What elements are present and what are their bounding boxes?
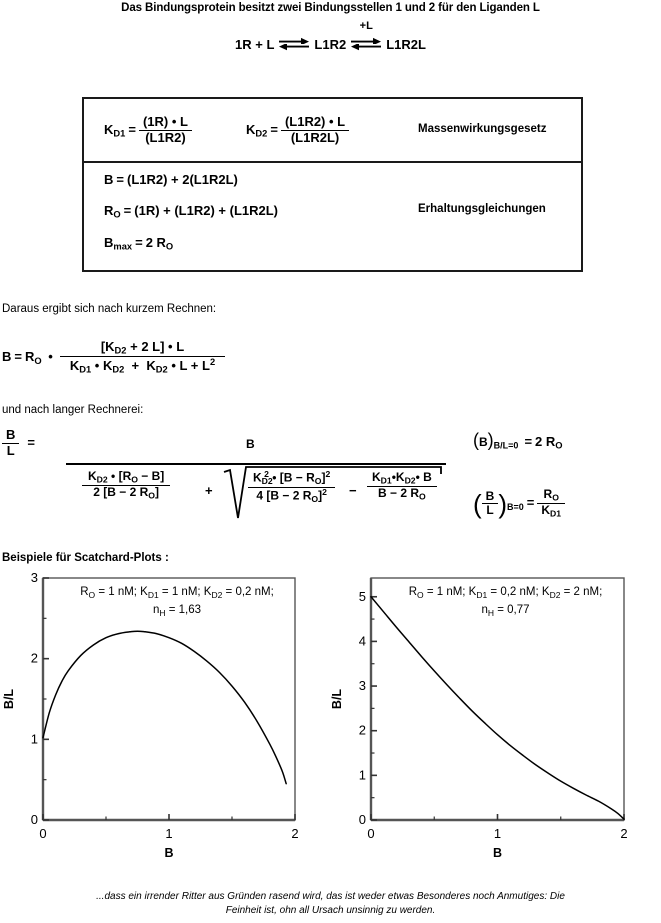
- kd2-lhs: $K_{D2}$: [246, 121, 268, 139]
- arrow-label: +L: [359, 20, 373, 32]
- sqrt-term1-denominator: 4 [B − 2 $R_O]^2$: [248, 487, 335, 505]
- sqrt-term-1: [248, 470, 335, 505]
- long-derivation-intro: und nach langer Rechnerei:: [2, 404, 144, 416]
- long-formula-big-numerator: B: [246, 437, 255, 451]
- data-curve: [371, 597, 624, 819]
- page-title: Das Bindungsprotein besitzt zwei Bindungsstellen 1 und 2 für den Liganden L: [121, 2, 540, 14]
- reaction-scheme: [0, 20, 661, 52]
- short-formula-denominator: $K_{D1}$ • $K_{D2} + K_{D2}$ • $L + L^2$: [60, 356, 225, 375]
- sqrt-term-2: [367, 471, 437, 503]
- data-curve: [43, 631, 286, 783]
- term1-denominator: 2 [B − 2 $R_O$]: [82, 485, 170, 501]
- sqrt-term1-numerator: $K_{D2}^2$ • $[B - R_O]^2$: [253, 469, 331, 487]
- equilibrium-arrow-1: [279, 36, 309, 52]
- limit-expression-2: ( $\frac{B}{L}$ )$_{B=0}$ = $\frac{R_O}{K_{D1}}$: [473, 488, 565, 520]
- y-tick-label: 1: [358, 767, 366, 783]
- chart-scatchard-right: [331, 572, 661, 887]
- y-tick-label: 0: [30, 812, 38, 827]
- x-axis-label: B: [492, 846, 503, 860]
- y-tick-label: 3: [30, 572, 38, 585]
- long-formula-plus: +: [205, 483, 213, 498]
- mass-action-row: [84, 99, 581, 163]
- sqrt-term2-denominator: B − 2 $R_O$: [367, 486, 437, 502]
- x-tick-label: 0: [367, 826, 375, 841]
- x-tick-label: 1: [165, 826, 173, 841]
- limit-expression-1: $(B)_{B/L=0} = 2$ $R_O$: [473, 430, 563, 451]
- kd1-lhs: $K_{D1}$: [104, 121, 126, 139]
- equation-kd2: $K_{D2}$ = $\frac{(L1R2) • L}{(L1R2L)}$: [246, 115, 349, 146]
- kd1-numerator: (1R) • L: [142, 114, 188, 129]
- short-derivation-formula: $B = R_O$ • $\frac{[K_{D2} + 2 L] • L}{K_{D1} • K_{D2} + K_{D2} • L + L^2}$: [2, 340, 225, 376]
- conservation-label: Erhaltungsgleichungen: [418, 203, 546, 215]
- x-tick-label: 2: [291, 826, 299, 841]
- long-lhs-num: B: [6, 427, 16, 442]
- mass-action-label: Massenwirkungsgesetz: [418, 123, 547, 135]
- y-tick-label: 4: [358, 633, 366, 649]
- reaction-species-1: 1R + L: [235, 36, 275, 52]
- chart-scatchard-left: [0, 572, 330, 887]
- equation-bmax: $B_{max} = 2$ $R_O$: [104, 235, 174, 252]
- long-formula-term1: [82, 470, 170, 502]
- examples-heading: Beispiele für Scatchard-Plots :: [2, 552, 169, 564]
- chart-title-line-1: $R_O = 1$ nM; $K_{D1} = 1$ nM; $K_{D2} = 0,2$ nM;: [80, 586, 274, 600]
- long-lhs-den: L: [2, 443, 19, 459]
- y-tick-label: 2: [30, 650, 38, 666]
- equation-kd1: $K_{D1}$ = $\frac{(1R) • L}{(L1R2)}$: [104, 115, 192, 146]
- x-tick-label: 0: [39, 826, 47, 841]
- footer-line-2: Feinheit ist, ohn all Ursach unsinnig zu werden.: [225, 904, 436, 916]
- y-tick-label: 5: [358, 588, 366, 604]
- kd2-denominator: (L1R2L): [281, 130, 349, 146]
- y-axis-label: B/L: [331, 688, 344, 710]
- chart-title-line-1: $R_O = 1$ nM; $K_{D1} = 0,2$ nM; $K_{D2} = 2$ nM;: [408, 586, 603, 600]
- equilibrium-arrow-2: [351, 20, 381, 52]
- sqrt-term2-numerator: $K_{D1}•K_{D2}•$ B: [372, 470, 432, 486]
- equation-box: [82, 97, 583, 272]
- conservation-row: [84, 163, 581, 270]
- term1-numerator: $K_{D2}$ • $[R_O - B]$: [88, 469, 165, 485]
- short-formula-numerator: [$K_{D2} + 2$ L] • L: [100, 339, 185, 356]
- chart-title-line-2: $n_H = 1,63$: [152, 604, 202, 618]
- y-axis-label: B/L: [2, 688, 16, 710]
- sqrt-minus: −: [349, 483, 357, 498]
- kd2-numerator: (L1R2) • L: [284, 114, 346, 129]
- y-tick-label: 3: [358, 678, 366, 694]
- footer-line-1: ...dass ein irrender Ritter aus Gründen rasend wird, das ist weder etwas Besonderes noch Anmutiges: Die: [96, 891, 565, 902]
- long-formula-lhs: $\frac{B}{L}$ =: [2, 428, 38, 459]
- reaction-species-3: L1R2L: [386, 36, 426, 52]
- kd1-denominator: (L1R2): [139, 130, 192, 146]
- chart-title-line-2: $n_H = 0,77$: [481, 604, 530, 618]
- short-derivation-intro: Daraus ergibt sich nach kurzem Rechnen:: [2, 303, 217, 315]
- y-tick-label: 2: [358, 722, 366, 738]
- equation-b: B = (L1R2) + 2(L1R2L): [104, 172, 238, 187]
- reaction-species-2: L1R2: [314, 36, 347, 52]
- footer-quote: [60, 890, 601, 917]
- y-tick-label: 0: [358, 812, 366, 827]
- x-tick-label: 2: [620, 826, 628, 841]
- x-tick-label: 1: [493, 826, 502, 841]
- equation-r0: $R_O = (1R) + (L1R2) + (L1R2L)$: [104, 203, 279, 220]
- y-tick-label: 1: [30, 731, 38, 747]
- x-axis-label: B: [164, 846, 174, 860]
